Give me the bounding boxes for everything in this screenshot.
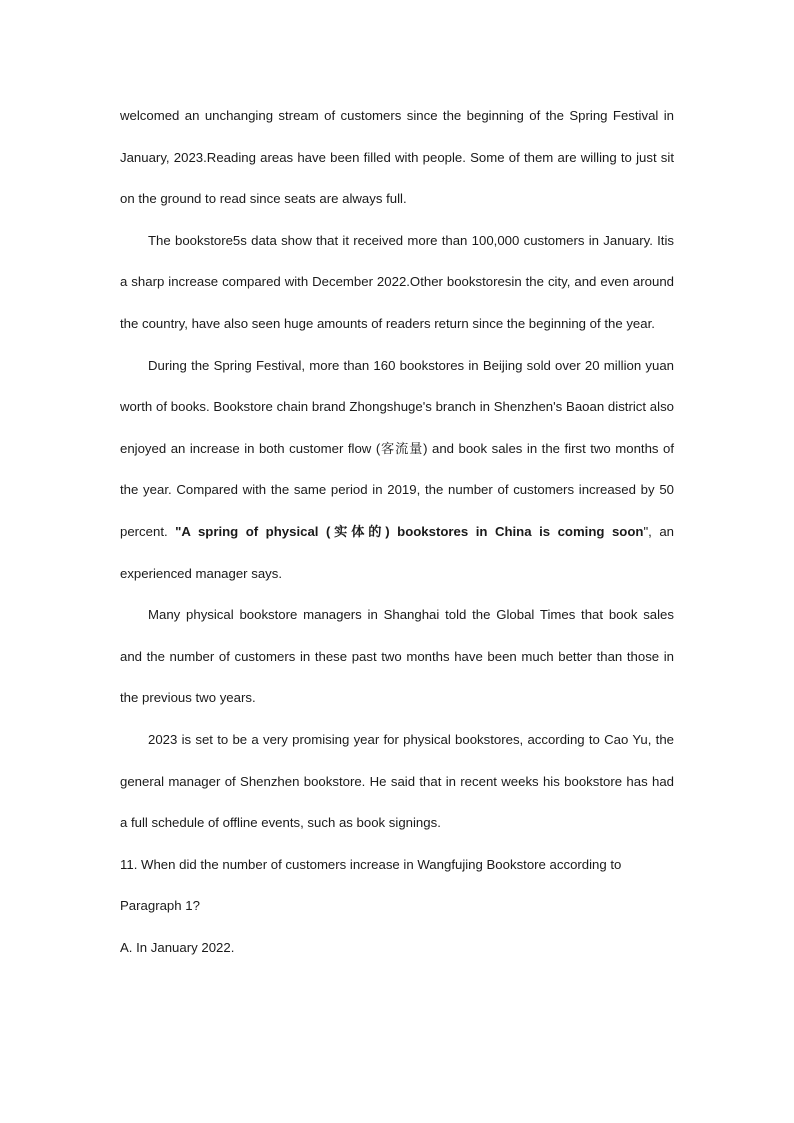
paragraph-3 (120, 345, 674, 595)
paragraph-3-part-1: During the Spring Festival, more than 160 bookstores in Beijing sold over 20 million yuan worth of books. Bookstore chain brand Zhongshuge's branch in Shenzhen's Baoan district also enjoyed an increase in both customer flow (客流量) and book sales in the first two months of the year. Compared with the same period in 2019, the number of customers increased by 50 percent. (120, 357, 674, 539)
document-body (120, 95, 674, 968)
paragraph-1: welcomed an unchanging stream of customers since the beginning of the Spring Festival in January, 2023.Reading areas have been filled with people. Some of them are willing to just sit on the ground to read since seats are always full. (120, 108, 674, 207)
paragraph-3-quote: "A spring of physical (实体的) bookstores in China is coming soon (175, 523, 644, 539)
question-11-option-a: A. In January 2022. (120, 939, 235, 955)
question-11: 11. When did the number of customers increase in Wangfujing Bookstore according to Paragraph 1? (120, 856, 622, 914)
paragraph-2: The bookstore5s data show that it received more than 100,000 customers in January. Itis a sharp increase compared with December 2022.Other bookstoresin the city, and even around the country, have also seen huge amounts of readers return since the beginning of the year. (120, 232, 674, 331)
paragraph-5: 2023 is set to be a very promising year for physical bookstores, according to Cao Yu, the general manager of Shenzhen bookstore. He said that in recent weeks his bookstore has had a full schedule of offline events, such as book signings. (120, 731, 674, 831)
paragraph-4: Many physical bookstore managers in Shanghai told the Global Times that book sales and the number of customers in these past two months have been much better than those in the previous two years. (120, 607, 674, 706)
paragraph-3-part-2: ", an experienced manager says. (120, 523, 674, 581)
